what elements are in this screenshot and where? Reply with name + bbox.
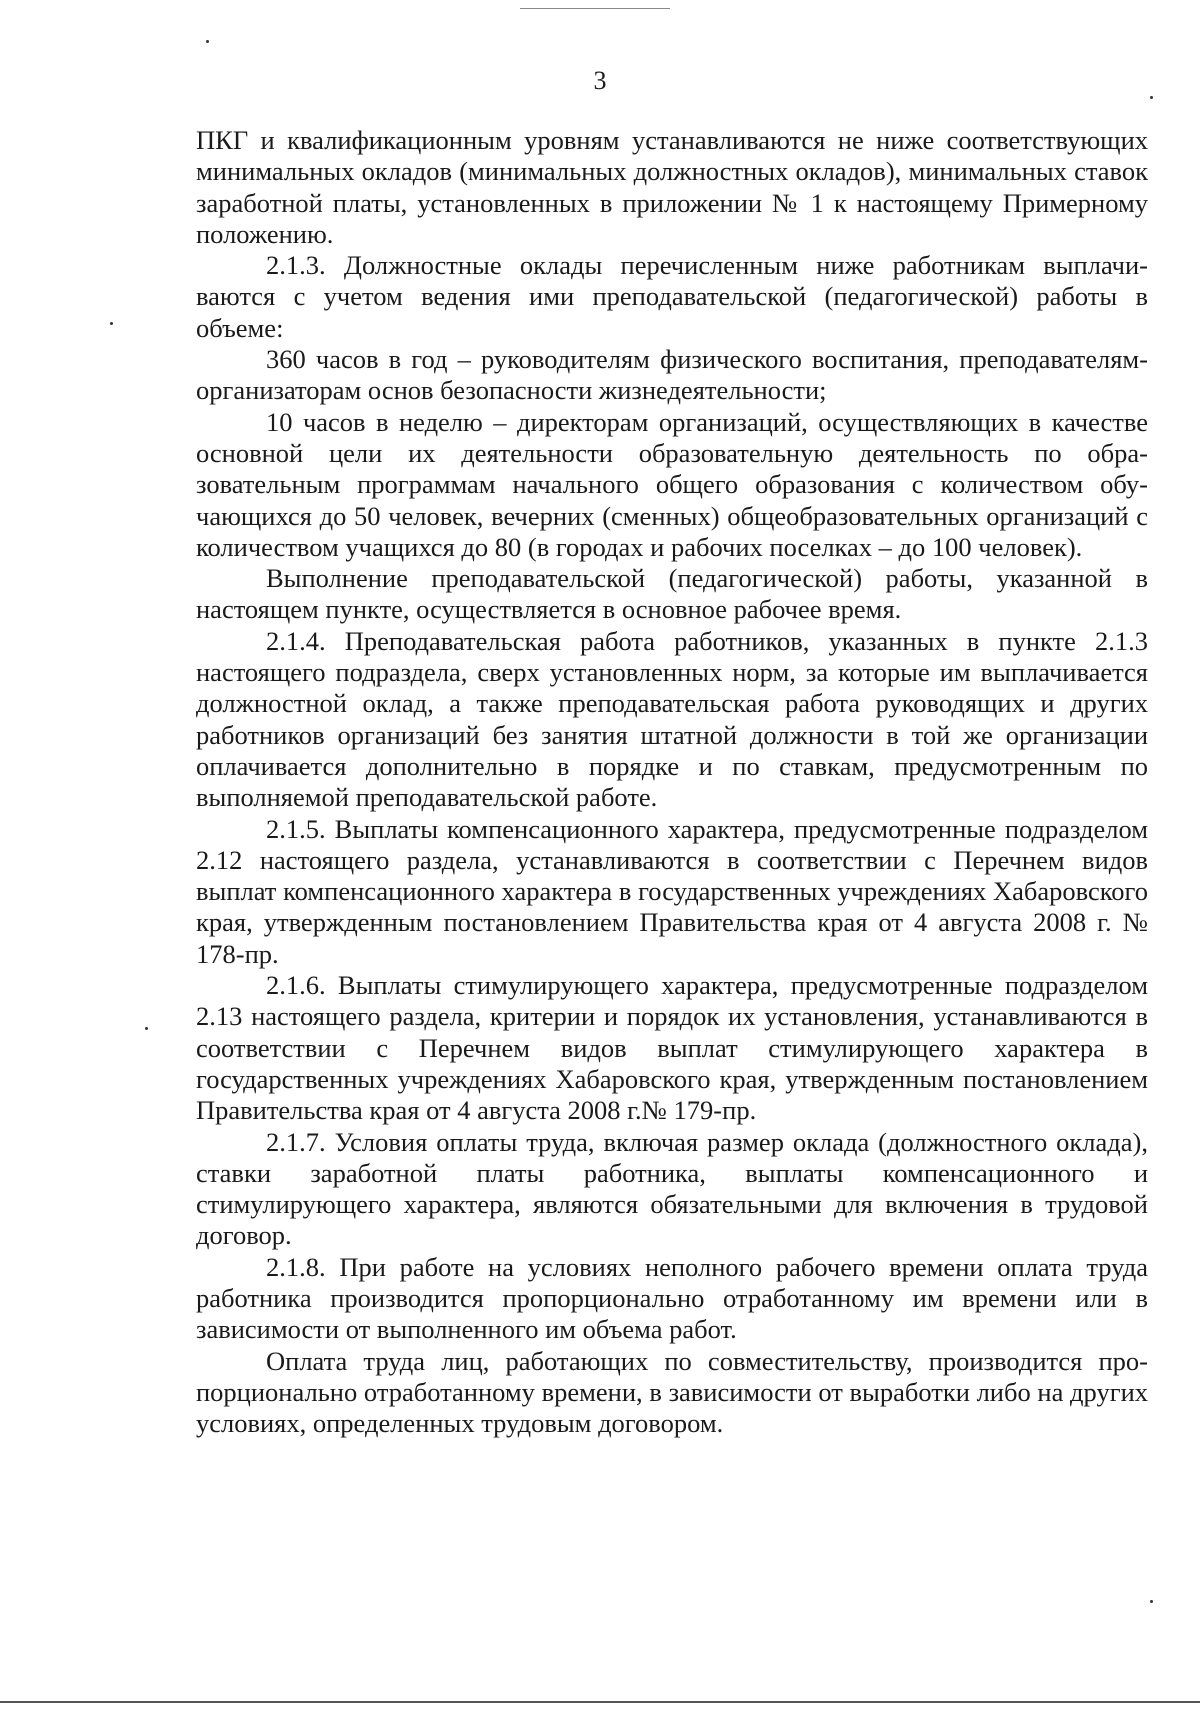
scan-speck	[1150, 1600, 1153, 1603]
paragraph-360-hours: 360 часов в год – руководителям физического воспитания, преподавателям-организаторам основ безопасности жизнедеятельности;	[196, 344, 1148, 406]
scan-top-rule	[520, 8, 670, 9]
paragraph-2-1-7: 2.1.7. Условия оплаты труда, включая размер оклада (должностного оклада), ставки заработной платы работника, выплаты компенсационного и стимулирующего характера, являются обязательными для включения в трудовой договор.	[196, 1126, 1148, 1251]
paragraph-part-time-pay: Оплата труда лиц, работающих по совместительству, производится пропорционально отработанному времени, в зависимости от выработки либо на других условиях, определенных трудовым договором.	[196, 1345, 1148, 1439]
scan-speck	[1150, 96, 1153, 99]
paragraph-10-hours: 10 часов в неделю – директорам организаций, осуществляющих в качестве основной цели их деятельности образовательную деятельность по образовательным программам начального общего образования с количеством обучающихся до 50 человек, вечерних (сменных) общеобразовательных организаций с количеством учащихся до 80 (в городах и рабочих поселках – до 100 человек).	[196, 406, 1148, 562]
paragraph-2-1-8: 2.1.8. При работе на условиях неполного рабочего времени оплата труда работника производится пропорционально отработанному им времени или в зависимости от выполненного им объема работ.	[196, 1251, 1148, 1345]
scan-speck	[206, 40, 209, 43]
scan-speck	[110, 322, 113, 325]
paragraph-2-1-6: 2.1.6. Выплаты стимулирующего характера, предусмотренные подразделом 2.13 настоящего раздела, критерии и порядок их установления, устанавливаются в соответствии с Перечнем видов выплат стимулирующего характера в государственных учреждениях Хабаровского края, утвержденным постановлением Правительства края от 4 августа 2008 г.№ 179-пр.	[196, 970, 1148, 1126]
paragraph-2-1-4: 2.1.4. Преподавательская работа работников, указанных в пункте 2.1.3 настоящего подраздела, сверх установленных норм, за которые им выплачивается должностной оклад, а также преподавательская работа руководящих и других работников организаций без занятия штатной должности в той же организации оплачивается дополнительно в порядке и по ставкам, предусмотренным по выполняемой преподавательской работе.	[196, 625, 1148, 813]
scan-speck	[145, 1027, 148, 1030]
paragraph-pkg-levels: ПКГ и квалификационным уровням устанавливаются не ниже соответствующих минимальных окладов (минимальных должностных окладов), минимальных ставок заработной платы, установленных в приложении № 1 к настоящему Примерному положению.	[196, 125, 1148, 249]
document-body	[196, 125, 1148, 1439]
paragraph-teaching-work-time: Выполнение преподавательской (педагогической) работы, указанной в настоящем пункте, осуществляется в основное рабочее время.	[196, 563, 1148, 625]
paragraph-2-1-5: 2.1.5. Выплаты компенсационного характера, предусмотренные подразделом 2.12 настоящего раздела, устанавливаются в соответствии с Перечнем видов выплат компенсационного характера в государственных учреждениях Хабаровского края, утвержденным постановлением Правительства края от 4 августа 2008 г. № 178-пр.	[196, 813, 1148, 969]
paragraph-2-1-3: 2.1.3. Должностные оклады перечисленным ниже работникам выплачиваются с учетом ведения ими преподавательской (педагогической) работы в объеме:	[196, 250, 1148, 343]
page-number: 3	[593, 66, 607, 95]
scan-bottom-rule	[0, 1701, 1200, 1703]
